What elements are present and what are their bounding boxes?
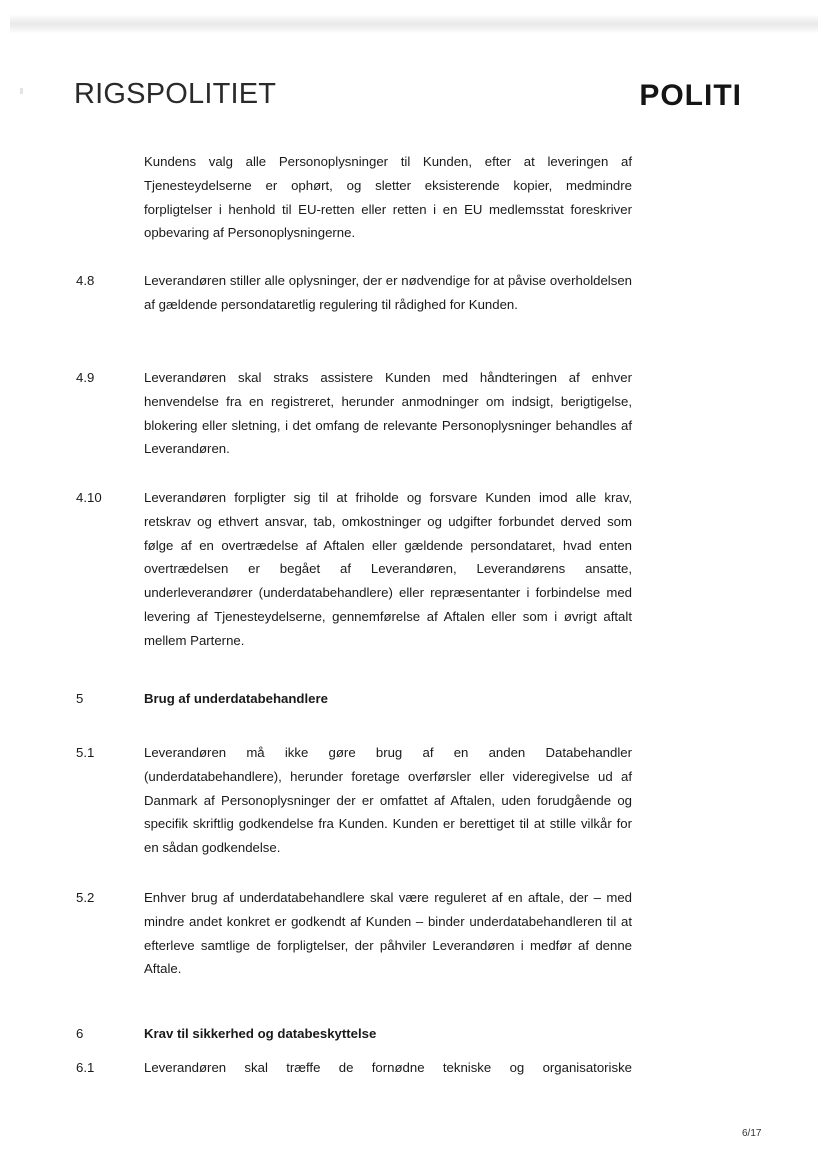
section-number: 4.10 [76,490,102,505]
section-heading-text: Brug af underdatabehandlere [144,691,328,706]
section-number: 6 [76,1026,84,1041]
intro-paragraph-text: Kundens valg alle Personoplysninger til Kunden, efter at leveringen af Tjenesteydelserne er ophørt, og sletter eksisterende kopier, medmindre forpligtelser i henhold til EU-retten eller retten i en EU medlemsstat foreskriver opbevaring af Personoplysningerne. [144,154,632,241]
section-number: 5.2 [76,890,95,905]
organization-name: RIGSPOLITIET [74,78,277,110]
politi-logo: POLITI [639,79,742,112]
section-text: Leverandøren må ikke gøre brug af en anden Databehandler (underdatabehandlere), herunder foretage overførsler eller videregivelse ud af Danmark af Personoplysninger der er omfattet af Aftalen, uden forudgående og specifik skriftlig godkendelse fra Kunden. Kunden er berettiget til at stille vilkår for en sådan godkendelse. [144,745,632,856]
section-number: 4.9 [76,370,95,385]
section-text: Enhver brug af underdatabehandlere skal være reguleret af en aftale, der – med mindre andet konkret er godkendt af Kunden – binder underdatabehandleren til at efterleve samtlige de forpligtelser, der påhviler Leverandøren i medfør af denne Aftale. [144,890,632,977]
section-number: 6.1 [76,1060,95,1075]
section-number: 5.1 [76,745,95,760]
section-number: 5 [76,691,84,706]
section-text: Leverandøren skal træffe de fornødne tekniske og organisatoriske [144,1060,632,1075]
section-number: 4.8 [76,273,95,288]
section-text: Leverandøren forpligter sig til at friholde og forsvare Kunden imod alle krav, retskrav og ethvert ansvar, tab, omkostninger og udgifter forbundet derved som følge af en overtrædelse af Aftalen eller gældende persondataret, hvad enten overtrædelsen er begået af Leverandøren, Leverandørens ansatte, underleverandører (underdatabehandlere) eller repræsentanter i forbindelse med levering af Tjenesteydelserne, gennemførelse af Aftalen eller som i øvrigt aftalt mellem Parterne. [144,490,632,648]
scan-artifact-mark [20,88,23,94]
page-number: 6/17 [742,1128,762,1139]
section-text: Leverandøren stiller alle oplysninger, der er nødvendige for at påvise overholdelsen af gældende persondataretlig regulering til rådighed for Kunden. [144,273,632,312]
section-heading-text: Krav til sikkerhed og databeskyttelse [144,1026,377,1041]
scan-artifact-band [10,14,818,34]
section-text: Leverandøren skal straks assistere Kunden med håndteringen af enhver henvendelse fra en registreret, herunder anmodninger om indsigt, berigtigelse, blokering eller sletning, i det omfang de relevante Personoplysninger behandles af Leverandøren. [144,370,632,457]
